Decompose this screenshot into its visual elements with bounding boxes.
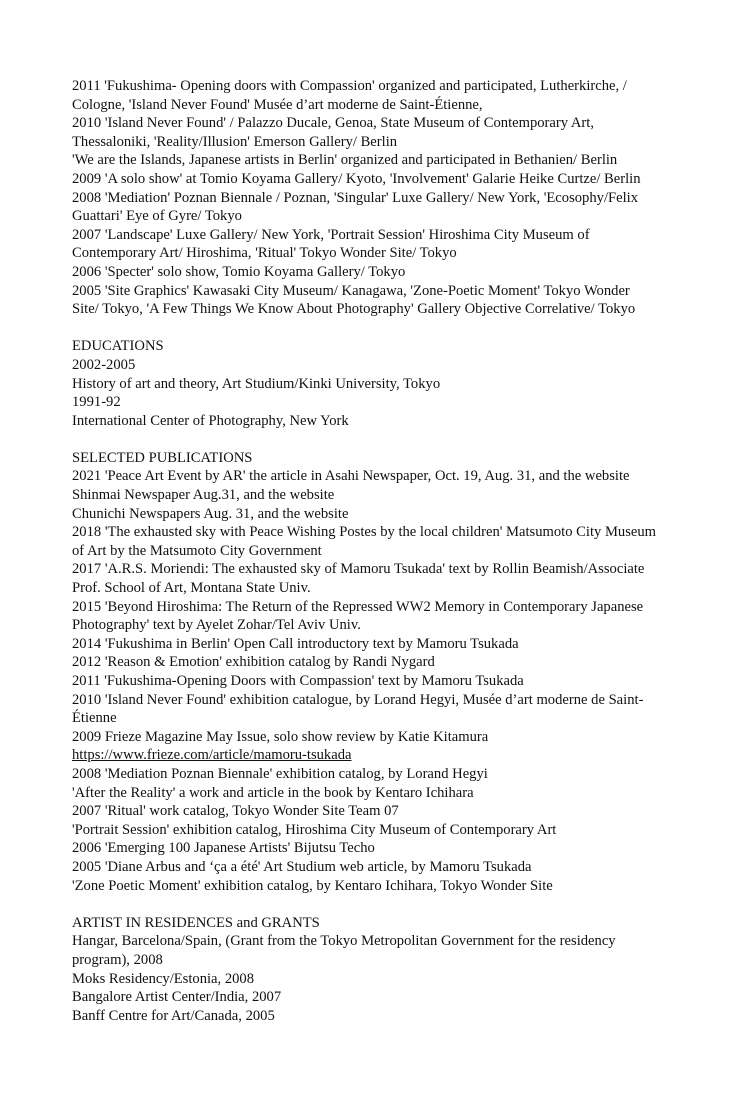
education-line: International Center of Photography, New York (72, 412, 349, 429)
publication-line: 2011 'Fukushima-Opening Doors with Compassion' text by Mamoru Tsukada (72, 673, 524, 689)
publication-line: 2017 'A.R.S. Moriendi: The exhausted sky of Mamoru Tsukada' text by Rollin Beamish/Associate (72, 561, 645, 578)
publication-line: 2012 'Reason & Emotion' exhibition catalog by Randi Nygard (72, 654, 435, 671)
residences-heading: ARTIST IN RESIDENCES and GRANTS (72, 914, 320, 931)
residence-line: Moks Residency/Estonia, 2008 (72, 970, 255, 987)
publications-section (72, 449, 692, 895)
publication-line: 'After the Reality' a work and article in the book by Kentaro Ichihara (72, 784, 474, 801)
residence-line: Bangalore Artist Center/India, 2007 (72, 989, 282, 1006)
exhibition-line: 2006 'Specter' solo show, Tomio Koyama Gallery/ Tokyo (72, 263, 406, 280)
publication-line: Photography' text by Ayelet Zohar/Tel Aviv Univ. (72, 617, 361, 634)
residence-line: Banff Centre for Art/Canada, 2005 (72, 1007, 275, 1024)
section-spacer (72, 319, 692, 338)
exhibition-line: Guattari' Eye of Gyre/ Tokyo (72, 208, 242, 225)
residences-section (72, 914, 692, 1026)
section-spacer (72, 430, 692, 449)
section-spacer (72, 895, 692, 914)
publication-line: 2007 'Ritual' work catalog, Tokyo Wonder Site Team 07 (72, 803, 399, 820)
publication-line: Étienne (72, 710, 117, 727)
education-line: 1991-92 (72, 394, 121, 411)
cv-document (72, 77, 692, 1025)
exhibition-line: 'We are the Islands, Japanese artists in Berlin' organized and participated in Bethanien/ Berlin (72, 152, 618, 169)
exhibition-line: 2008 'Mediation' Poznan Biennale / Poznan, 'Singular' Luxe Gallery/ New York, 'Ecosophy/Felix (72, 189, 639, 206)
exhibition-line: 2011 'Fukushima- Opening doors with Compassion' organized and participated, Lutherkirche, / (72, 78, 627, 94)
residence-line: program), 2008 (72, 951, 163, 968)
publication-line: Prof. School of Art, Montana State Univ. (72, 580, 311, 597)
publication-line: Shinmai Newspaper Aug.31, and the website (72, 487, 335, 504)
frieze-article-link[interactable]: https://www.frieze.com/article/mamoru-tsukada (72, 747, 352, 764)
exhibition-line: Thessaloniki, 'Reality/Illusion' Emerson Gallery/ Berlin (72, 133, 398, 150)
publication-line: 2009 Frieze Magazine May Issue, solo show review by Katie Kitamura (72, 728, 489, 745)
publication-line: 2005 'Diane Arbus and ‘ça a été' Art Studium web article, by Mamoru Tsukada (72, 858, 532, 875)
exhibition-line: 2010 'Island Never Found' / Palazzo Ducale, Genoa, State Museum of Contemporary Art, (72, 115, 594, 132)
publication-line: 2018 'The exhausted sky with Peace Wishing Postes by the local children' Matsumoto City Museum (72, 524, 657, 541)
publication-line: of Art by the Matsumoto City Government (72, 542, 322, 559)
publication-line: 'Zone Poetic Moment' exhibition catalog, by Kentaro Ichihara, Tokyo Wonder Site (72, 877, 553, 894)
publication-line: 2014 'Fukushima in Berlin' Open Call introductory text by Mamoru Tsukada (72, 635, 519, 652)
education-line: History of art and theory, Art Studium/Kinki University, Tokyo (72, 375, 441, 392)
residence-line: Hangar, Barcelona/Spain, (Grant from the Tokyo Metropolitan Government for the residency (72, 933, 616, 950)
exhibition-line: Contemporary Art/ Hiroshima, 'Ritual' Tokyo Wonder Site/ Tokyo (72, 245, 457, 262)
publication-line: 'Portrait Session' exhibition catalog, Hiroshima City Museum of Contemporary Art (72, 821, 557, 838)
educations-section (72, 337, 692, 430)
publication-line: Chunichi Newspapers Aug. 31, and the website (72, 505, 349, 522)
publication-line: 2006 'Emerging 100 Japanese Artists' Bijutsu Techo (72, 840, 375, 857)
educations-heading: EDUCATIONS (72, 338, 164, 355)
publication-line: 2010 'Island Never Found' exhibition catalogue, by Lorand Hegyi, Musée d’art moderne de Saint- (72, 691, 644, 708)
exhibition-line: Cologne, 'Island Never Found' Musée d’art moderne de Saint-Étienne, (72, 96, 483, 113)
exhibition-line: Site/ Tokyo, 'A Few Things We Know About Photography' Gallery Objective Correlative/ Tokyo (72, 301, 636, 318)
exhibition-line: 2005 'Site Graphics' Kawasaki City Museum/ Kanagawa, 'Zone-Poetic Moment' Tokyo Wonder (72, 282, 630, 299)
publication-line: 2008 'Mediation Poznan Biennale' exhibition catalog, by Lorand Hegyi (72, 765, 488, 782)
education-line: 2002-2005 (72, 356, 136, 373)
publications-heading: SELECTED PUBLICATIONS (72, 449, 253, 466)
publication-line: 2021 'Peace Art Event by AR' the article in Asahi Newspaper, Oct. 19, Aug. 31, and the website (72, 468, 630, 485)
exhibition-line: 2007 'Landscape' Luxe Gallery/ New York, 'Portrait Session' Hiroshima City Museum of (72, 226, 590, 243)
exhibition-line: 2009 'A solo show' at Tomio Koyama Gallery/ Kyoto, 'Involvement' Galarie Heike Curtze/ Berlin (72, 170, 641, 187)
publication-line: 2015 'Beyond Hiroshima: The Return of the Repressed WW2 Memory in Contemporary Japanese (72, 598, 644, 615)
exhibitions-section (72, 77, 692, 319)
